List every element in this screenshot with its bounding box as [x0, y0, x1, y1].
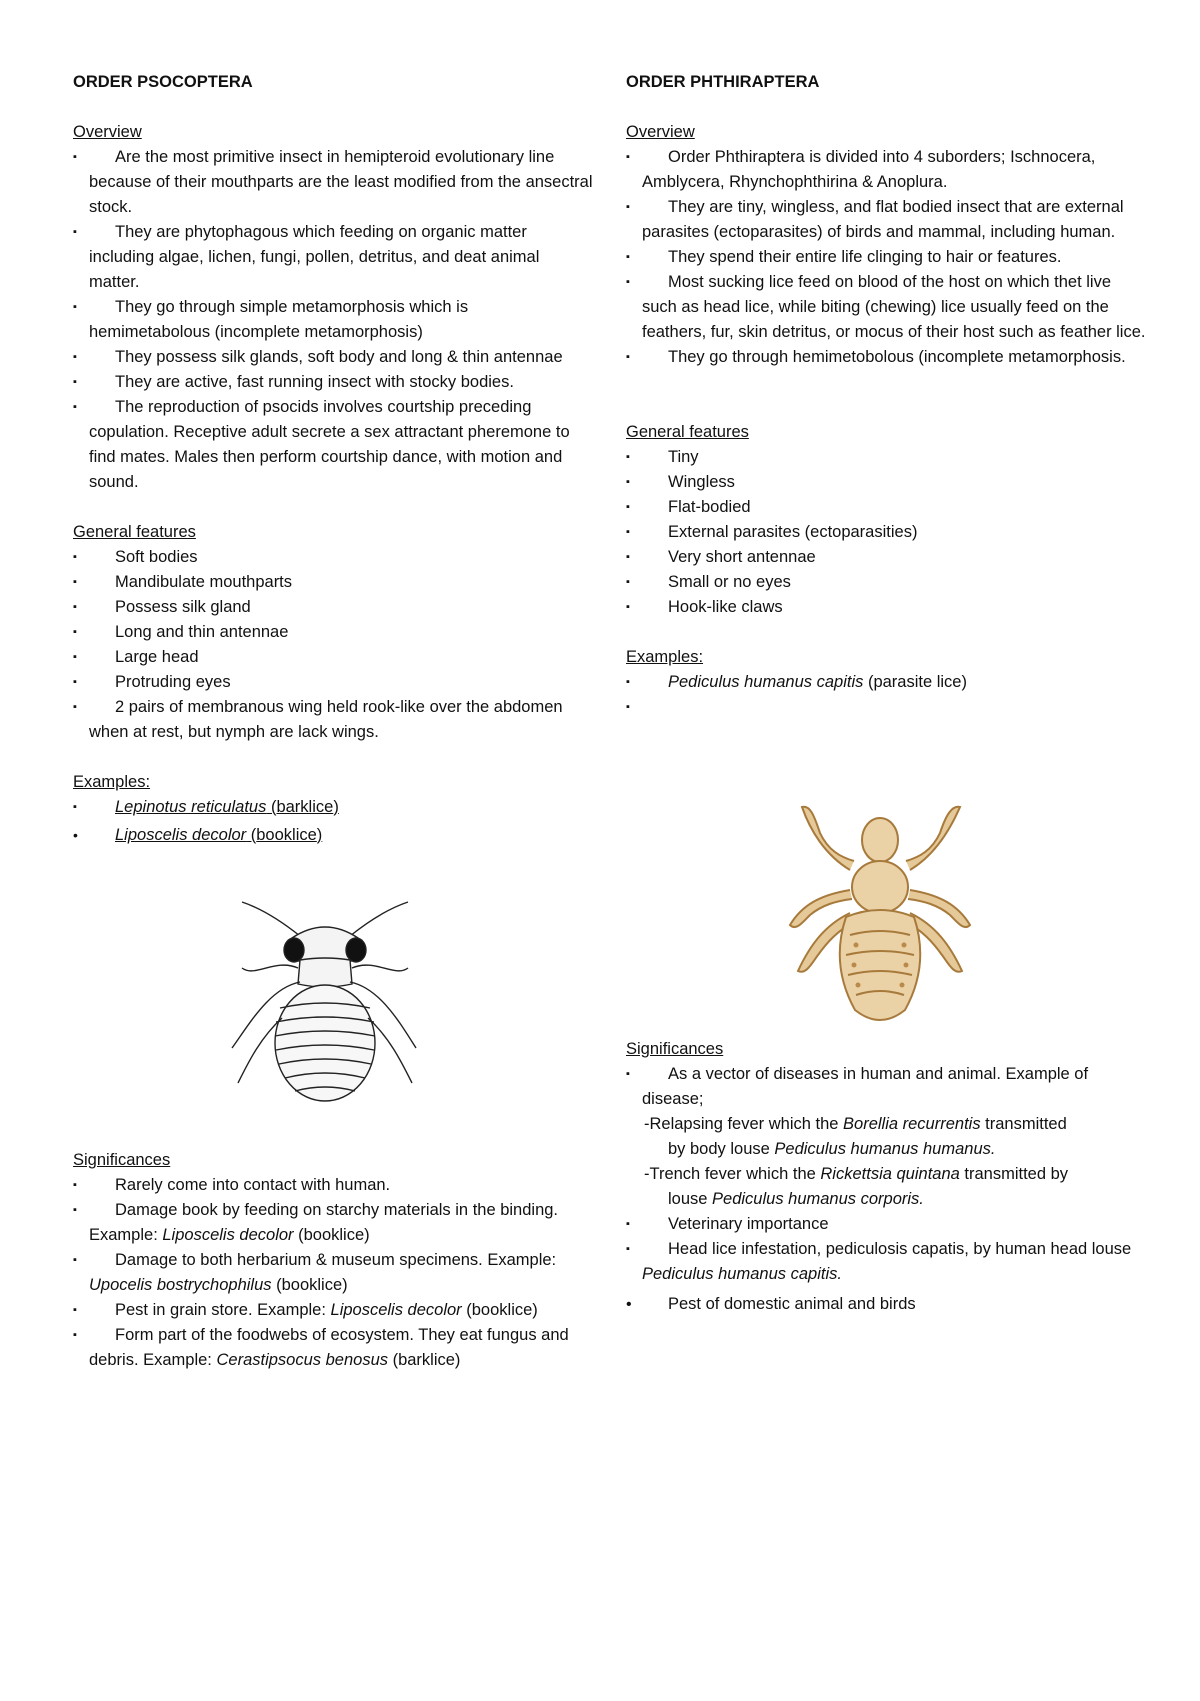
right-significances-list: [626, 1062, 1146, 1112]
list-item: ▪ Small or no eyes: [626, 573, 791, 591]
right-significances-section: [626, 1037, 1146, 1317]
right-features-heading: General features: [626, 423, 749, 441]
list-item: ▪ Pest in grain store. Example: Liposcelis decolor (booklice): [73, 1301, 538, 1319]
list-item: ▪ Mandibulate mouthparts: [73, 573, 293, 591]
list-item: ▪: [626, 701, 630, 713]
list-item: ▪ The reproduction of psocids involves courtship preceding copulation. Receptive adult secrete a sex attractant pheremone to find mates. Males then perform courtship dance, with motion and sound.: [73, 398, 570, 491]
left-overview-heading: Overview: [73, 123, 142, 141]
list-item: ▪ Pediculus humanus capitis (parasite lice): [626, 673, 967, 691]
right-examples-heading: Examples:: [626, 648, 704, 666]
list-item: ▪ External parasites (ectoparasities): [626, 523, 918, 541]
list-item: ▪ Large head: [73, 648, 199, 666]
list-item: ▪ Rarely come into contact with human.: [73, 1176, 391, 1194]
right-features-list: [626, 445, 1146, 620]
list-item: ▪ They go through hemimetobolous (incomplete metamorphosis.: [626, 348, 1126, 366]
list-item: ▪ Form part of the foodwebs of ecosystem. They eat fungus and debris. Example: Cerastipsocus benosus (barklice): [73, 1326, 569, 1369]
list-item: ▪ They are phytophagous which feeding on organic matter including algae, lichen, fungi, pollen, detritus, and deat animal matter.: [73, 223, 540, 291]
list-item: ▪ Hook-like claws: [626, 598, 783, 616]
left-overview-list: [73, 145, 593, 495]
list-item: ▪ Protruding eyes: [73, 673, 231, 691]
list-item: ▪ Lepinotus reticulatus (barklice): [73, 798, 339, 816]
list-item: ▪ As a vector of diseases in human and animal. Example of disease;: [626, 1065, 1089, 1108]
left-title: ORDER PSOCOPTERA: [73, 73, 253, 91]
list-item: ▪ 2 pairs of membranous wing held rook-like over the abdomen when at rest, but nymph are lack wings.: [73, 698, 563, 741]
list-item: ▪ Long and thin antennae: [73, 623, 289, 641]
list-item: ▪ Damage book by feeding on starchy materials in the binding. Example: Liposcelis decolor (booklice): [73, 1201, 559, 1244]
left-examples-list: [73, 795, 593, 848]
booklouse-illustration: [220, 898, 430, 1108]
right-overview-heading: Overview: [626, 123, 695, 141]
left-examples-heading: Examples:: [73, 773, 151, 791]
right-overview-list: [626, 145, 1146, 370]
list-item: • Liposcelis decolor (booklice): [73, 826, 323, 844]
left-significances-heading: Significances: [73, 1151, 171, 1169]
list-item: ▪ They are active, fast running insect with stocky bodies.: [73, 373, 514, 391]
head-louse-illustration: [780, 795, 980, 1035]
disease-line: -Relapsing fever which the Borellia recurrentis transmitted: [644, 1115, 1067, 1133]
list-item: ▪ Possess silk gland: [73, 598, 251, 616]
list-item: ▪ Are the most primitive insect in hemipteroid evolutionary line because of their mouthparts are the least modified from the ansectral stock.: [73, 148, 593, 216]
list-item: ▪ Wingless: [626, 473, 735, 491]
disease-line: louse Pediculus humanus corporis.: [668, 1190, 924, 1208]
right-title: ORDER PHTHIRAPTERA: [626, 73, 820, 91]
disease-line: -Trench fever which the Rickettsia quintana transmitted by: [644, 1165, 1069, 1183]
list-item: ▪ They go through simple metamorphosis which is hemimetabolous (incomplete metamorphosis): [73, 298, 469, 341]
left-features-heading: General features: [73, 523, 196, 541]
list-item: ▪ Head lice infestation, pediculosis capatis, by human head louse Pediculus humanus capitis.: [626, 1240, 1132, 1283]
list-item: ▪ Most sucking lice feed on blood of the host on which thet live such as head lice, while biting (chewing) lice usually feed on the feathers, fur, skin detritus, or mocus of their host such as feather lice.: [626, 273, 1146, 341]
list-item: ▪ Flat-bodied: [626, 498, 751, 516]
list-item: ▪ They possess silk glands, soft body and long & thin antennae: [73, 348, 563, 366]
list-item: ▪ They are tiny, wingless, and flat bodied insect that are external parasites (ectoparasites) of birds and mammal, including human.: [626, 198, 1124, 241]
list-item: ▪ Tiny: [626, 448, 699, 466]
list-item: ▪ Veterinary importance: [626, 1215, 829, 1233]
right-significances-list-cont: [626, 1212, 1146, 1317]
list-item: ▪ Damage to both herbarium & museum specimens. Example: Upocelis bostrychophilus (booklice): [73, 1251, 557, 1294]
left-column: [73, 70, 593, 848]
list-item: ▪ Order Phthiraptera is divided into 4 suborders; Ischnocera, Amblycera, Rhynchophthirina & Anoplura.: [626, 148, 1096, 191]
list-item: • Pest of domestic animal and birds: [626, 1295, 916, 1313]
right-column: [626, 70, 1146, 720]
left-features-list: [73, 545, 593, 745]
right-significances-heading: Significances: [626, 1040, 724, 1058]
list-item: ▪ Very short antennae: [626, 548, 816, 566]
left-significances-section: [73, 1148, 593, 1373]
list-item: ▪ Soft bodies: [73, 548, 198, 566]
list-item: ▪ They spend their entire life clinging to hair or features.: [626, 248, 1062, 266]
disease-line: by body louse Pediculus humanus humanus.: [668, 1140, 996, 1158]
right-examples-list: [626, 670, 1146, 720]
left-significances-list: [73, 1173, 593, 1373]
